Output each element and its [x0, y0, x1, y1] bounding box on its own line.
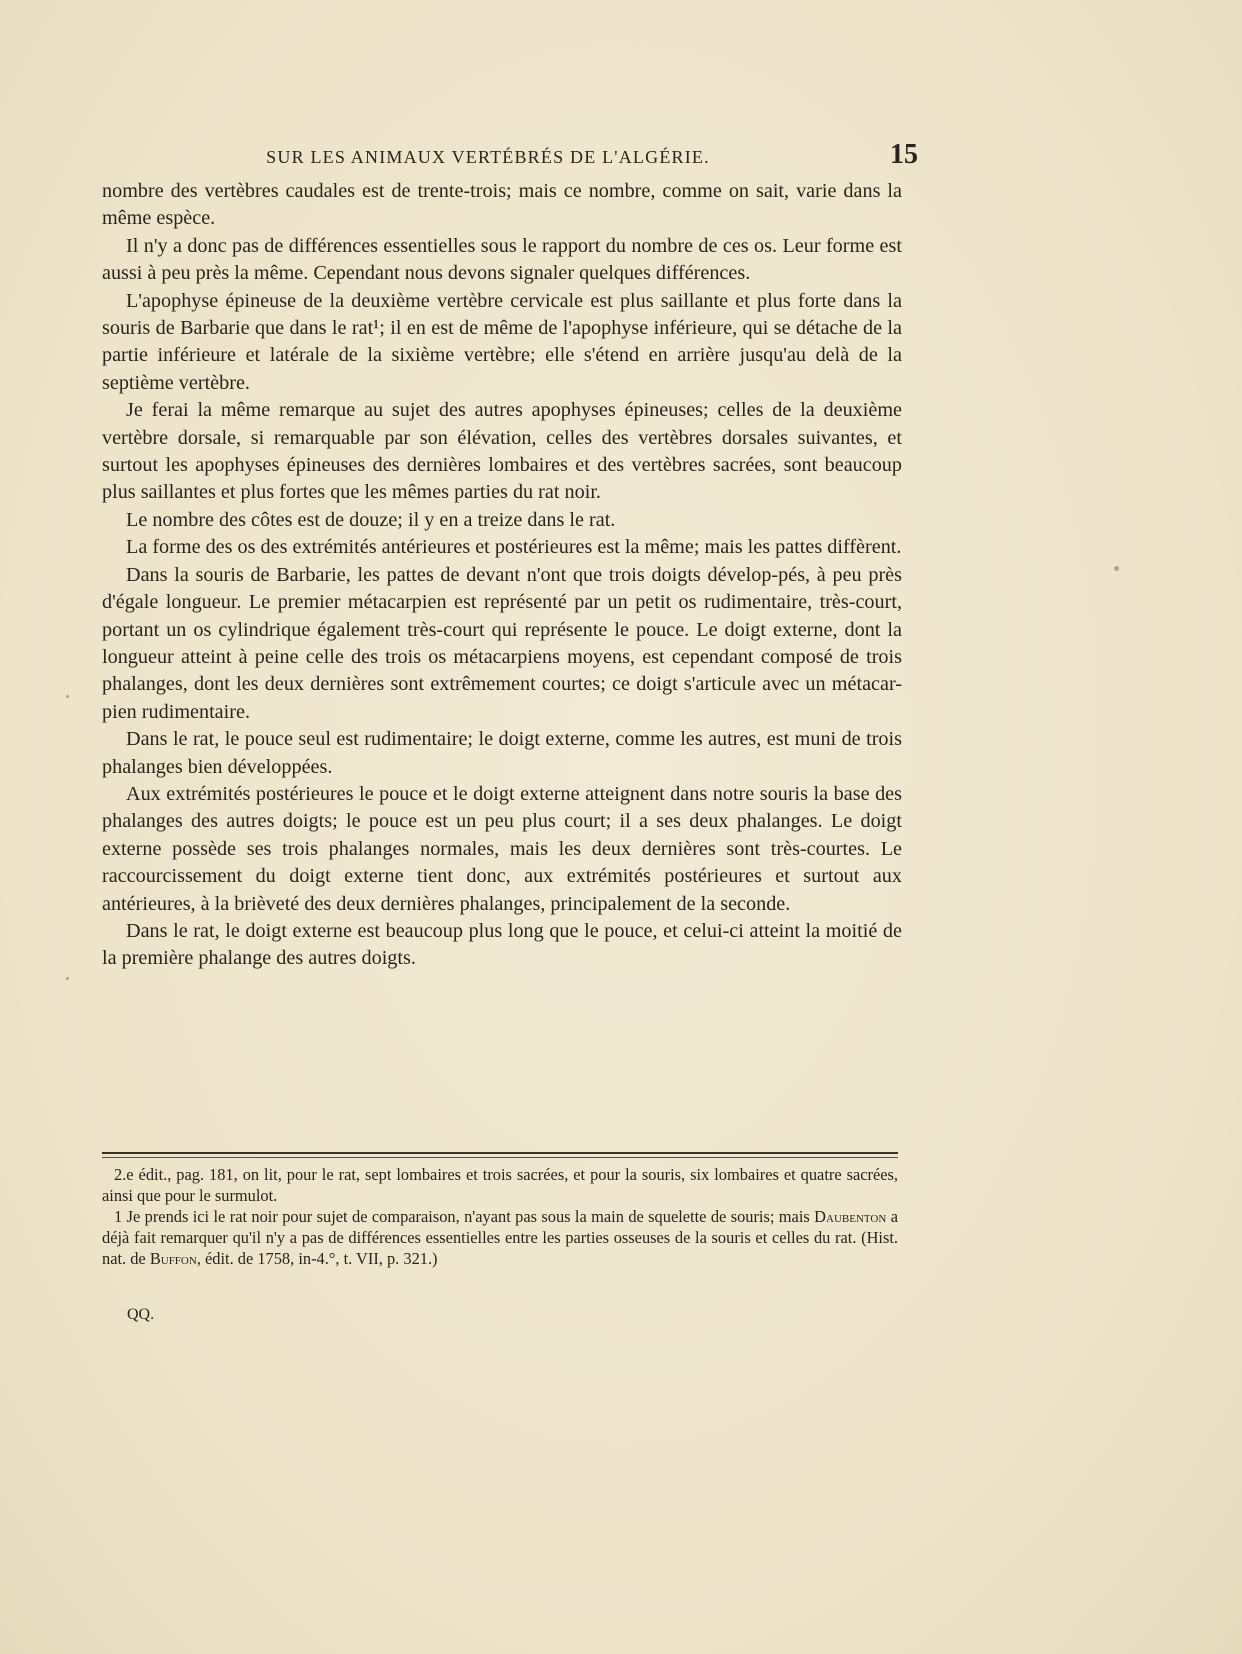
paper-spot	[66, 695, 69, 698]
paragraph: Aux extrémités postérieures le pouce et le doigt externe atteignent dans notre souris la base des phalanges des autres doigts; le pouce est un peu plus court; il a ses deux phalanges. Le doigt externe possède ses trois phalanges normales, mais les deux dernières sont très-courtes. Le raccourcissement du doigt externe tient donc, aux extrémités postérieures et surtout aux antérieures, à la brièveté des deux dernières phalanges, principalement de la seconde.	[102, 782, 902, 915]
footnotes	[102, 1164, 898, 1269]
author-name: Daubenton	[814, 1207, 887, 1226]
paragraph: Dans la souris de Barbarie, les pattes de devant n'ont que trois doigts dévelop-pés, à peu près d'égale longueur. Le premier métacarpien est représenté par un petit os rudimentaire, très-court, portant un os cylindrique également très-court qui représente le pouce. Le doigt externe, dont la longueur atteint à peine celle des trois os métacarpiens moyens, est cependant composé de trois phalanges, dont les deux dernières sont extrêmement courtes; ce doigt s'articule avec un métacar-pien rudimentaire.	[102, 563, 902, 723]
signature-mark: QQ.	[127, 1306, 155, 1323]
paragraph: Il n'y a donc pas de différences essentielles sous le rapport du nombre de ces os. Leur forme est aussi à peu près la même. Cependant nous devons signaler quelques différences.	[102, 234, 902, 285]
footnote-rule-thin	[102, 1157, 898, 1158]
running-head: SUR LES ANIMAUX VERTÉBRÉS DE L'ALGÉRIE.	[266, 147, 710, 167]
body-text	[102, 178, 902, 973]
paragraph: L'apophyse épineuse de la deuxième vertèbre cervicale est plus saillante et plus forte dans la souris de Barbarie que dans le rat¹; il en est de même de l'apophyse inférieure, qui se détache de la partie inférieure et latérale de la sixième vertèbre; elle s'étend en arrière jusqu'au delà de la septième vertèbre.	[102, 289, 902, 394]
paragraph: Le nombre des côtes est de douze; il y en a treize dans le rat.	[126, 508, 616, 531]
footnote-rule	[102, 1152, 898, 1154]
footnote-text: , édit. de 1758, in-4.°, t. VII, p. 321.)	[196, 1249, 438, 1268]
footnote: 2.e édit., pag. 181, on lit, pour le rat, sept lombaires et trois sacrées, et pour la souris, six lombaires et quatre sacrées, ainsi que pour le surmulot.	[102, 1165, 898, 1205]
paragraph: La forme des os des extrémités antérieures et postérieures est la même; mais les pattes diffèrent.	[126, 536, 902, 559]
footnote-text: a déjà fait remarquer qu'il n'y a pas de différences essentielles entre les parties osseuses de la souris et celles du rat. (Hist. nat. de	[102, 1207, 898, 1268]
paragraph: Dans le rat, le pouce seul est rudimentaire; le doigt externe, comme les autres, est muni de trois phalanges bien développées.	[102, 728, 902, 778]
paper-spot	[66, 977, 69, 980]
paragraph: Dans le rat, le doigt externe est beaucoup plus long que le pouce, et celui-ci atteint la moitié de la première phalange des autres doigts.	[102, 919, 902, 970]
footnote-text: 1 Je prends ici le rat noir pour sujet de comparaison, n'ayant pas sous la main de squelette de souris; mais	[114, 1207, 810, 1226]
footnote	[102, 1206, 898, 1269]
page-header	[128, 141, 918, 177]
paragraph: Je ferai la même remarque au sujet des autres apophyses épineuses; celles de la deuxième vertèbre dorsale, si remarquable par son élévation, celles des vertèbres dorsales suivantes, et surtout les apophyses épineuses des dernières lombaires et des vertèbres sacrées, sont beaucoup plus saillantes et plus fortes que les mêmes parties du rat noir.	[102, 399, 902, 504]
paper-spot	[1114, 566, 1119, 571]
page-number: 15	[890, 139, 918, 170]
paragraph: nombre des vertèbres caudales est de trente-trois; mais ce nombre, comme on sait, varie dans la même espèce.	[102, 180, 902, 230]
author-name: Buffon	[149, 1249, 197, 1268]
